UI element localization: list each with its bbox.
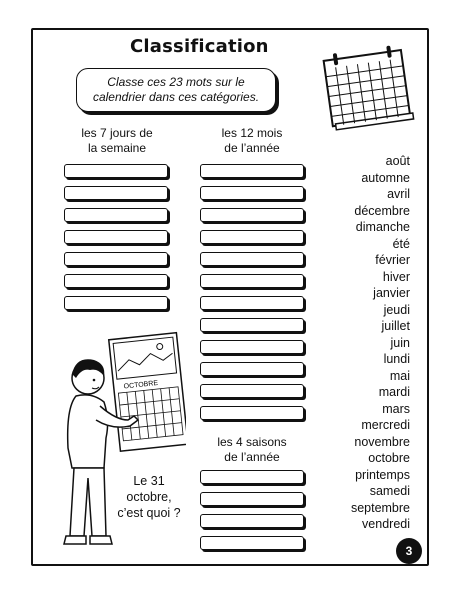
word-item: mercredi — [361, 418, 410, 432]
seasons-answer-box[interactable] — [200, 470, 304, 484]
word-item: mai — [389, 369, 410, 383]
days-answer-box[interactable] — [64, 296, 168, 310]
instruction-line-1: Classe ces 23 mots sur le — [107, 75, 245, 89]
months-answer-box[interactable] — [200, 164, 304, 178]
heading-months-line-2: de l’année — [224, 141, 280, 155]
word-item: juillet — [381, 319, 410, 333]
months-answer-box[interactable] — [200, 318, 304, 332]
months-answer-box[interactable] — [200, 296, 304, 310]
months-answer-box[interactable] — [200, 230, 304, 244]
heading-seasons — [200, 435, 304, 465]
seasons-answer-box[interactable] — [200, 514, 304, 528]
days-answer-box[interactable] — [64, 230, 168, 244]
word-item: mars — [382, 402, 410, 416]
word-item: automne — [361, 171, 410, 185]
word-item: avril — [387, 187, 410, 201]
word-item: hiver — [382, 270, 410, 284]
instruction-line-2: calendrier dans ces catégories. — [92, 90, 260, 104]
word-item: janvier — [373, 286, 410, 300]
word-item: vendredi — [362, 517, 410, 531]
months-answer-box[interactable] — [200, 186, 304, 200]
word-item: samedi — [369, 484, 410, 498]
days-answer-box[interactable] — [64, 186, 168, 200]
days-answer-box[interactable] — [64, 252, 168, 266]
word-item: lundi — [383, 352, 410, 366]
months-answer-box[interactable] — [200, 362, 304, 376]
days-answer-box[interactable] — [64, 164, 168, 178]
word-item: août — [385, 154, 410, 168]
word-item: été — [392, 237, 410, 251]
instruction-box — [76, 68, 276, 112]
question-line-2: octobre, — [126, 490, 172, 504]
heading-seasons-line-1: les 4 saisons — [217, 435, 287, 449]
word-item: dimanche — [355, 220, 410, 234]
word-item: février — [375, 253, 410, 267]
word-item: novembre — [354, 435, 410, 449]
months-answer-box[interactable] — [200, 274, 304, 288]
months-answer-box[interactable] — [200, 406, 304, 420]
months-answer-box[interactable] — [200, 340, 304, 354]
heading-seasons-line-2: de l’année — [224, 450, 280, 464]
heading-days-line-1: les 7 jours de — [81, 126, 153, 140]
word-item: décembre — [354, 204, 410, 218]
question-line-1: Le 31 — [133, 474, 165, 488]
heading-months-line-1: les 12 mois — [221, 126, 283, 140]
word-item: septembre — [350, 501, 410, 515]
word-item: printemps — [355, 468, 410, 482]
days-answer-box[interactable] — [64, 208, 168, 222]
word-item: mardi — [378, 385, 410, 399]
months-answer-box[interactable] — [200, 384, 304, 398]
months-answer-box[interactable] — [200, 252, 304, 266]
calendar-month-label: OCTOBRE — [123, 379, 159, 391]
question-text — [112, 473, 186, 521]
heading-days-line-2: la semaine — [87, 141, 147, 155]
word-item: jeudi — [383, 303, 410, 317]
days-answer-box[interactable] — [64, 274, 168, 288]
word-item: octobre — [368, 451, 410, 465]
seasons-answer-box[interactable] — [200, 492, 304, 506]
word-item: juin — [390, 336, 410, 350]
calendar-icon — [318, 45, 418, 133]
months-answer-box[interactable] — [200, 208, 304, 222]
heading-days — [62, 126, 172, 156]
seasons-answer-box[interactable] — [200, 536, 304, 550]
question-line-3: c’est quoi ? — [117, 506, 181, 520]
page-title: Classification — [130, 36, 269, 57]
heading-months — [200, 126, 304, 156]
page-number-badge: 3 — [396, 538, 422, 564]
